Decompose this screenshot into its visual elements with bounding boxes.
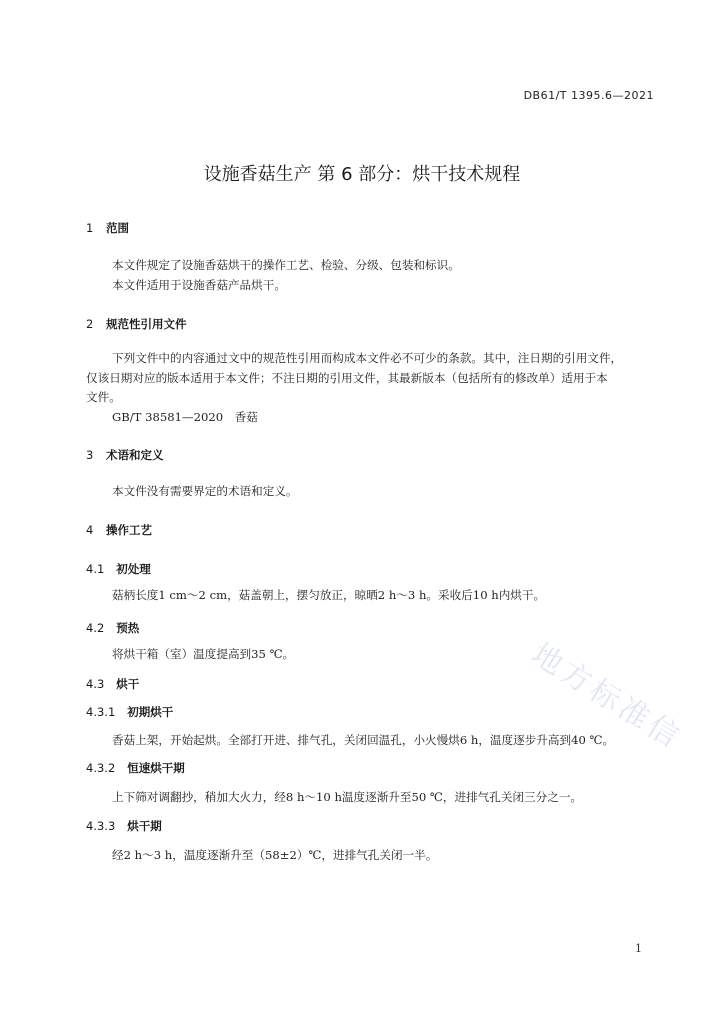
subsection-heading-4-3-3	[86, 818, 162, 834]
section-title: 术语和定义	[106, 448, 164, 462]
subsection-4-1-body	[86, 586, 660, 606]
subsection-heading-4-1	[86, 561, 151, 577]
paragraph-line: 文件。	[86, 390, 121, 404]
section-1-body	[86, 256, 660, 295]
section-title: 范围	[106, 221, 129, 235]
paragraph: 香菇上架，开始起烘。全部打开进、排气孔，关闭回温孔，小火慢烘6 h，温度逐步升高到40 ℃。	[112, 733, 615, 747]
section-2-body	[86, 349, 660, 427]
section-number: 4.2	[86, 621, 105, 635]
section-3-body	[86, 482, 660, 502]
paragraph: 本文件适用于设施香菇产品烘干。	[112, 277, 286, 292]
paragraph: 本文件规定了设施香菇烘干的操作工艺、检验、分级、包装和标识。	[112, 258, 460, 272]
subsection-4-3-3-body	[86, 846, 660, 866]
subsection-heading-4-3-1	[86, 704, 173, 720]
page-number: 1	[635, 942, 642, 955]
paragraph: 本文件没有需要界定的术语和定义。	[112, 484, 298, 498]
section-number: 4.3	[86, 677, 105, 691]
subsection-heading-4-3	[86, 676, 139, 692]
standard-code: DB61/T 1395.6—2021	[523, 89, 654, 102]
section-number: 4.3.1	[86, 705, 116, 719]
paragraph: 上下筛对调翻抄，稍加大火力，经8 h～10 h温度逐渐升至50 ℃，进排气孔关闭三分之一。	[112, 790, 583, 804]
section-heading-2	[86, 316, 187, 332]
section-number: 2	[86, 317, 94, 331]
subsection-4-3-1-body	[86, 731, 660, 751]
section-title: 初处理	[116, 562, 151, 576]
watermark: 地方标准信	[525, 636, 688, 757]
section-title: 预热	[116, 621, 140, 635]
section-heading-1	[86, 220, 129, 236]
section-title: 烘干	[116, 677, 140, 691]
section-number: 4.3.3	[86, 819, 116, 833]
paragraph: 将烘干箱（室）温度提高到35 ℃。	[112, 647, 295, 661]
section-title: 烘干期	[127, 819, 162, 833]
section-title: 恒速烘干期	[127, 761, 185, 775]
paragraph-line: 仅该日期对应的版本适用于本文件；不注日期的引用文件，其最新版本（包括所有的修改单）适用于本	[86, 370, 608, 385]
section-title: 规范性引用文件	[106, 317, 187, 331]
section-title: 初期烘干	[127, 705, 174, 719]
subsection-heading-4-2	[86, 620, 139, 636]
section-number: 4.3.2	[86, 761, 116, 775]
section-title: 操作工艺	[106, 523, 152, 537]
page-title: 设施香菇生产 第 6 部分：烘干技术规程	[203, 164, 521, 185]
section-heading-4	[86, 522, 152, 538]
subsection-4-3-2-body	[86, 788, 660, 808]
subsection-heading-4-3-2	[86, 760, 185, 776]
section-number: 4.1	[86, 562, 105, 576]
section-number: 4	[86, 523, 94, 537]
section-heading-3	[86, 447, 164, 463]
paragraph-line: 下列文件中的内容通过文中的规范性引用而构成本文件必不可少的条款。其中，注日期的引用文件，	[112, 351, 623, 365]
normative-reference: GB/T 38581—2020 香菇	[112, 409, 258, 424]
paragraph: 经2 h～3 h，温度逐渐升至（58±2）℃，进排气孔关闭一半。	[112, 848, 438, 862]
section-number: 3	[86, 448, 94, 462]
paragraph: 菇柄长度1 cm～2 cm，菇盖朝上，摆匀放正，晾晒2 h～3 h。采收后10 h内烘干。	[112, 588, 546, 602]
section-number: 1	[86, 221, 94, 235]
